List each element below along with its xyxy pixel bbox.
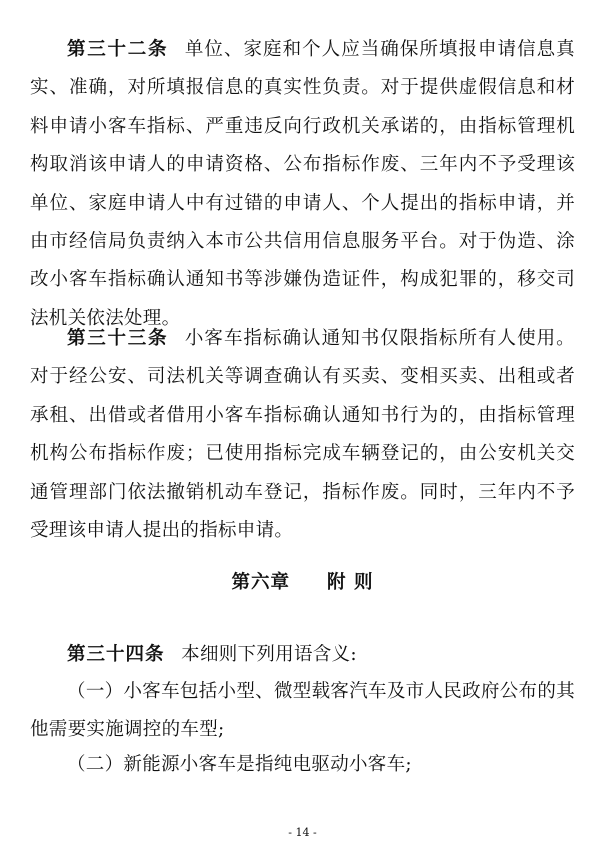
definition-item-1: （一）小客车包括小型、微型载客汽车及市人民政府公布的其他需要实施调控的车型; [30, 681, 575, 741]
article-33 [30, 320, 575, 550]
article-33-text: 小客车指标确认通知书仅限指标所有人使用。对于经公安、司法机关等调查确认有买卖、变相买卖、出租或者承租、出借或者借用小客车指标确认通知书行为的，由指标管理机构公布指标作废；已使用指标完成车辆登记的，由公安机关交通管理部门依法撤销机动车登记，指标作废。同时，三年内不予受理该申请人提出的指标申请。 [30, 328, 575, 542]
chapter-number: 第六章 [231, 572, 291, 593]
article-32 [30, 31, 575, 338]
definition-item-2: （二）新能源小客车是指纯电驱动小客车; [67, 754, 412, 775]
article-34-text: 本细则下列用语含义: [181, 644, 357, 665]
page-number: - 14 - [288, 826, 317, 839]
chapter-heading [0, 568, 605, 598]
article-34 [30, 636, 575, 674]
article-34-label: 第三十四条 [67, 644, 165, 665]
article-32-label: 第三十二条 [67, 39, 169, 60]
article-32-text: 单位、家庭和个人应当确保所填报申请信息真实、准确，对所填报信息的真实性负责。对于提供虚假信息和材料申请小客车指标、严重违反向行政机关承诺的，由指标管理机构取消该申请人的申请资格、公布指标作废、三年内不予受理该单位、家庭申请人中有过错的申请人、个人提出的指标申请，并由市经信局负责纳入本市公共信用信息服务平台。对于伪造、涂改小客车指标确认通知书等涉嫌伪造证件，构成犯罪的，移交司法机关依法处理。 [30, 39, 575, 329]
chapter-title: 附 则 [327, 572, 374, 593]
article-33-label: 第三十三条 [67, 328, 169, 349]
